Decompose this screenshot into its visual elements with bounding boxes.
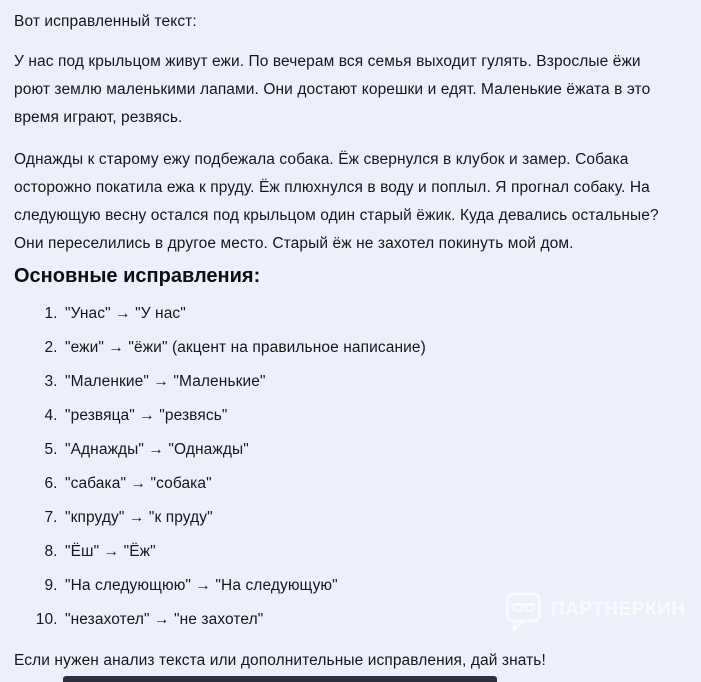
correction-item-9: 9. "На следующюю" → "На следующую" — [62, 578, 679, 594]
correction-item-10: 10. "незахотел" → "не захотел" — [62, 612, 679, 628]
outro-text: Если нужен анализ текста или дополнительные исправления, дай знать! — [14, 652, 546, 669]
bottom-input-edge[interactable] — [63, 676, 497, 682]
corrections-heading: Основные исправления: — [14, 265, 261, 287]
correction-item-8: 8. "Ёш" → "Ёж" — [62, 544, 679, 560]
corrections-list — [14, 306, 679, 628]
correction-item-5: 5. "Аднажды" → "Однажды" — [62, 442, 679, 458]
correction-item-4: 4. "резвяца" → "резвясь" — [62, 408, 679, 424]
correction-item-1: 1. "Унас" → "У нас" — [62, 306, 679, 322]
corrected-text-paragraph-1: У нас под крыльцом живут ежи. По вечерам вся семья выходит гулять. Взрослые ёжи роют землю маленькими лапами. Они достают корешки и едят. Маленькие ёжата в это время играют, резвясь. — [14, 53, 651, 126]
corrected-text-paragraph-2: Однажды к старому ежу подбежала собака. Ёж свернулся в клубок и замер. Собака осторожно покатила ежа к пруду. Ёж плюхнулся в воду и поплыл. Я прогнал собаку. На следующую весну остался под крыльцом один старый ёжик. Куда девались остальные? Они переселились в другое место. Старый ёж не захотел покинуть мой дом. — [14, 151, 659, 252]
watermark-label: ПАРТНЕРКИН — [551, 599, 686, 620]
correction-item-2: 2. "ежи" → "ёжи" (акцент на правильное написание) — [62, 340, 679, 356]
correction-item-6: 6. "сабака" → "собака" — [62, 476, 679, 492]
correction-item-3: 3. "Маленкие" → "Маленькие" — [62, 374, 679, 390]
correction-item-7: 7. "кпруду" → "к пруду" — [62, 510, 679, 526]
intro-text: Вот исправленный текст: — [14, 13, 197, 30]
